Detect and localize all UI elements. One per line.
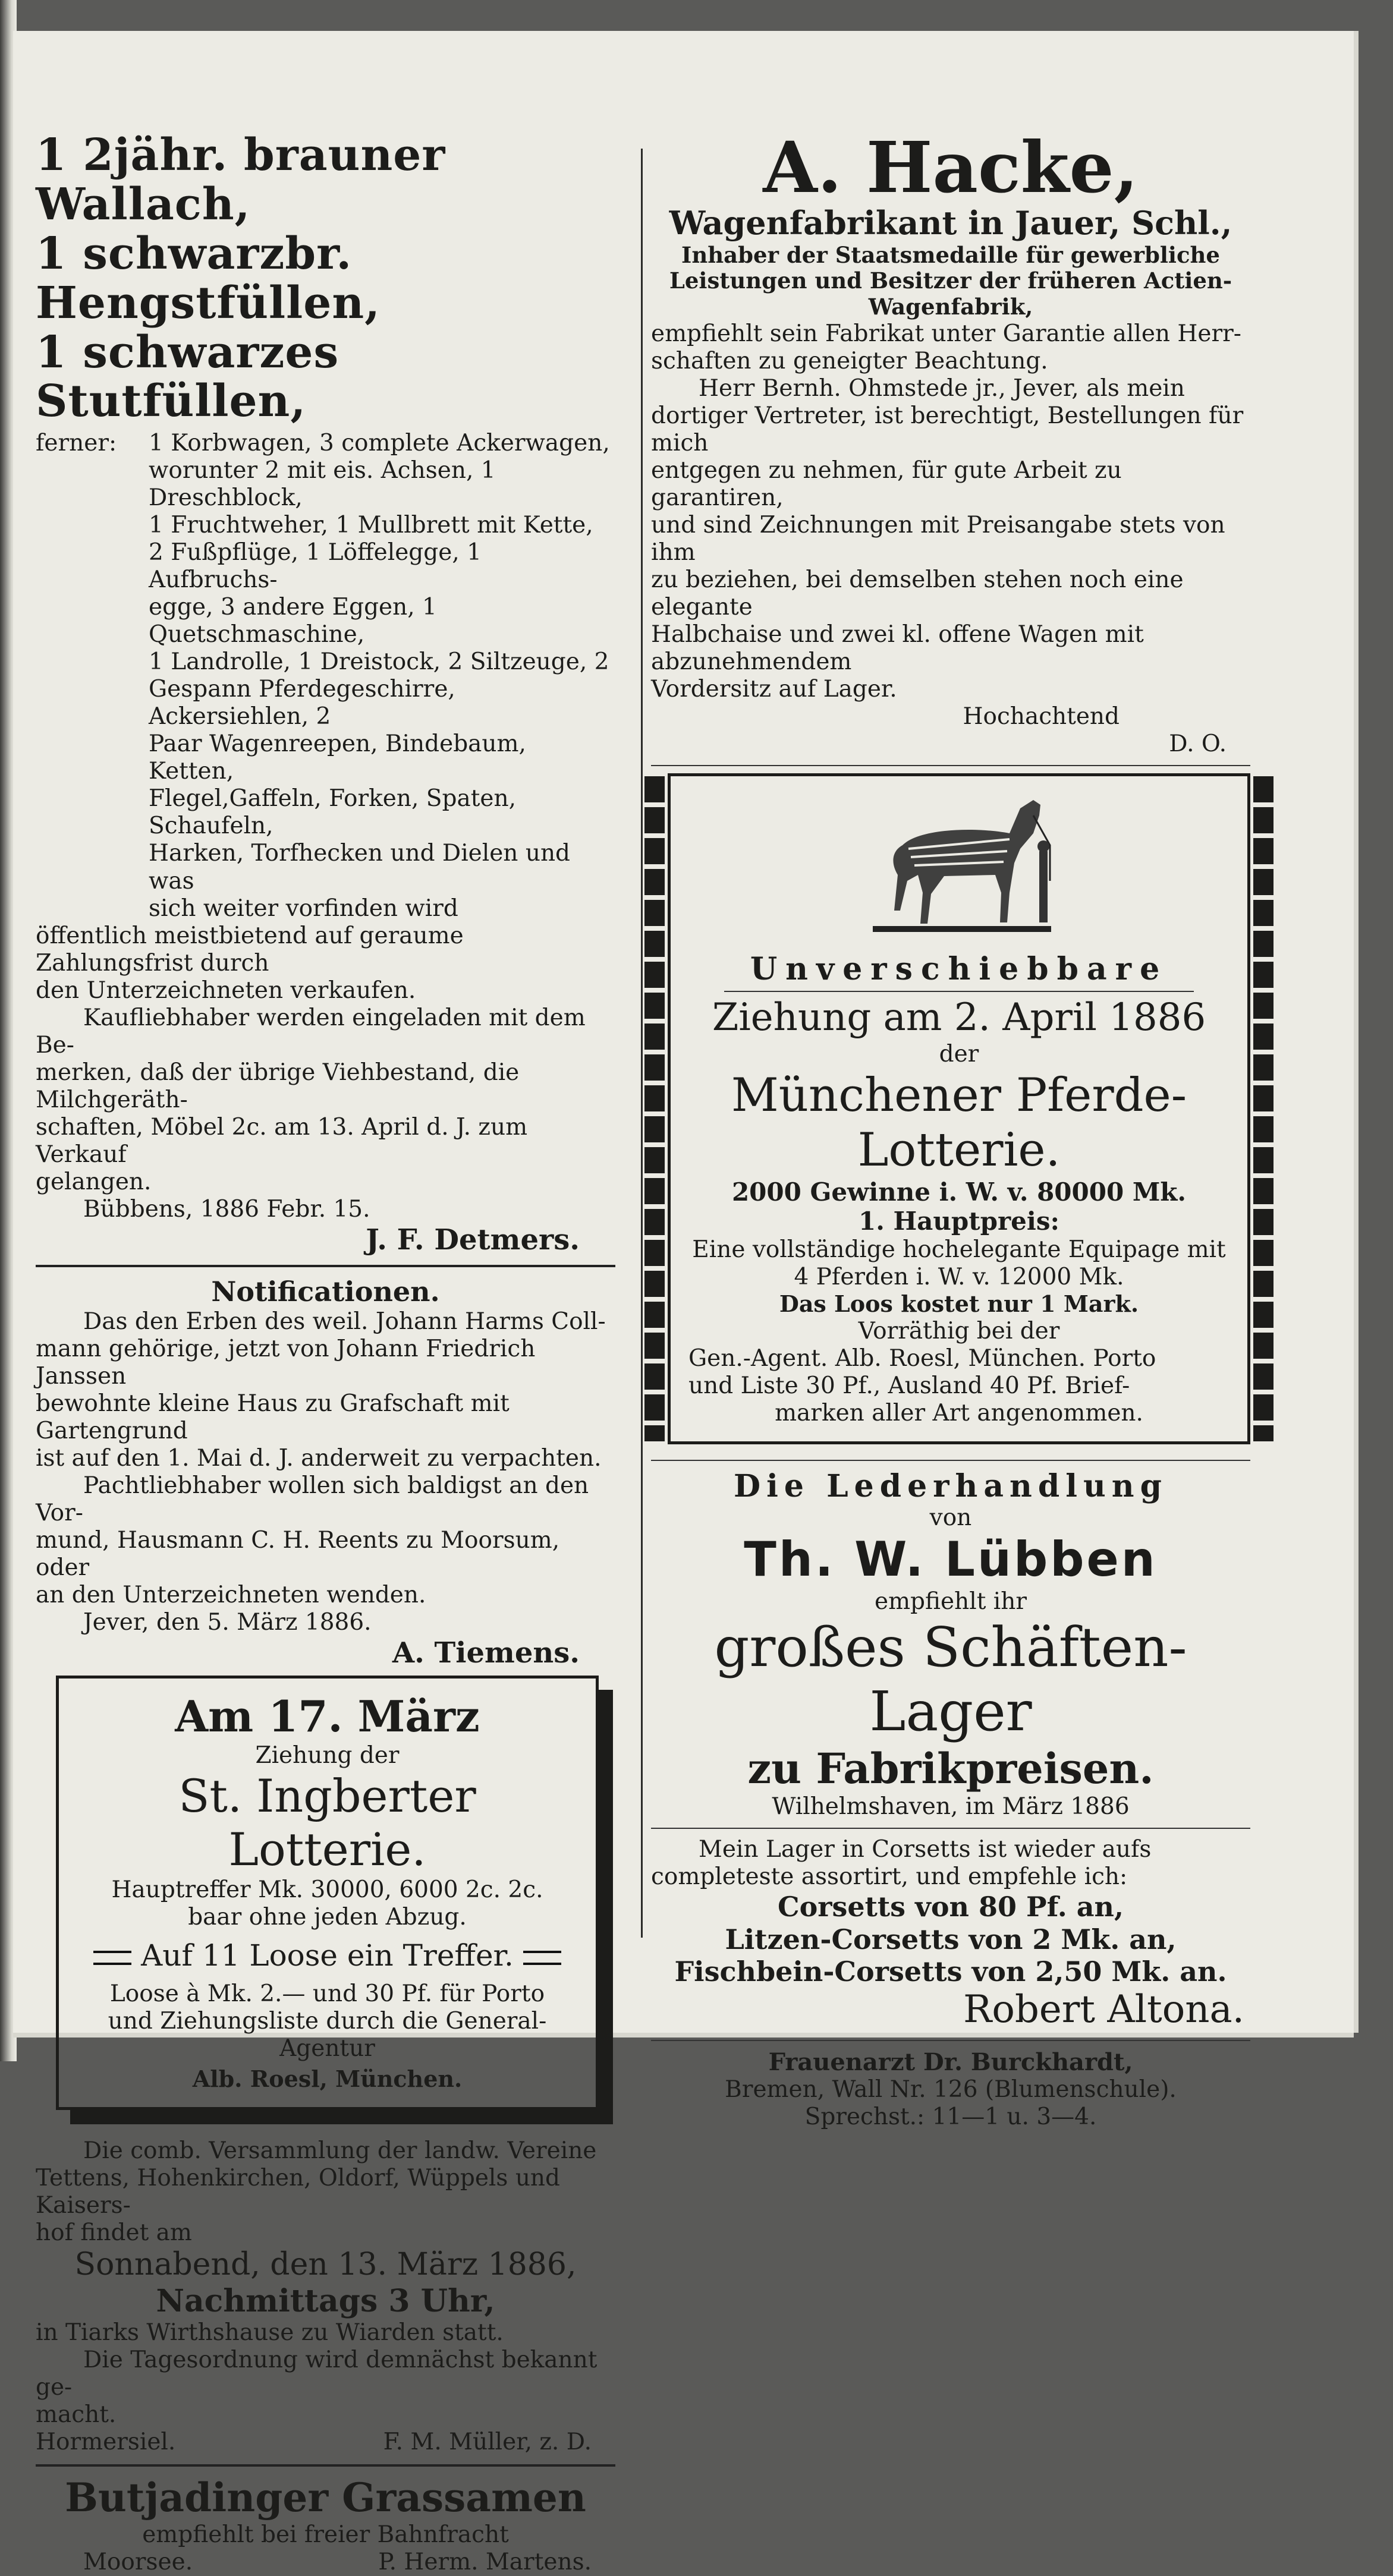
auction-line: 1 Fruchtweher, 1 Mullbrett mit Kette, xyxy=(149,512,593,539)
auction-tail: merken, daß der übrige Viehbestand, die Milchgeräth- xyxy=(36,1059,520,1113)
meeting-line: Tettens, Hohenkirchen, Oldorf, Wüppels und Kaisers- xyxy=(36,2164,561,2219)
corsets-line: completeste assortirt, und empfehle ich: xyxy=(651,1863,1128,1891)
auction-place-date: Bübbens, 1886 Febr. 15. xyxy=(83,1195,370,1223)
corsets-signature: Robert Altona. xyxy=(963,1988,1244,2032)
notification-ad xyxy=(36,1276,615,1670)
auction-line: Gespann Pferdegeschirre, Ackersiehlen, 2 xyxy=(149,676,455,730)
lottery-price: Loose à Mk. 2.— und 30 Pf. für Porto xyxy=(109,1980,545,2007)
corsets-line: Mein Lager in Corsetts ist wieder aufs xyxy=(699,1836,1152,1863)
notification-place-date: Jever, den 5. März 1886. xyxy=(83,1608,372,1636)
auction-title-2: 1 schwarzbr. Hengstfüllen, xyxy=(36,228,381,329)
horse-agent-line: Gen.-Agent. Alb. Roesl, München. Porto xyxy=(688,1344,1156,1372)
auction-line: 2 Fußpflüge, 1 Löffelegge, 1 Aufbruchs- xyxy=(149,539,482,594)
grass-sub: empfiehlt bei freier Bahnfracht xyxy=(142,2521,509,2549)
meeting-location: Hormersiel. xyxy=(36,2429,176,2456)
left-column xyxy=(36,131,615,2576)
hacke-title: Wagenfabrikant in Jauer, Schl., xyxy=(669,203,1232,242)
grass-seed-ad xyxy=(36,2475,615,2576)
hacke-line: und sind Zeichnungen mit Preisangabe stets von ihm xyxy=(651,511,1225,566)
hacke-line: zu beziehen, bei demselben stehen noch eine elegante xyxy=(651,566,1184,621)
lottery-date: Am 17. März xyxy=(175,1691,480,1742)
doctor-line-1: Frauenarzt Dr. Burckhardt, xyxy=(768,2048,1133,2076)
notification-signature: A. Tiemens. xyxy=(392,1636,580,1670)
meeting-line: Die comb. Versammlung der landw. Vereine xyxy=(83,2137,597,2164)
horse-prizes: 2000 Gewinne i. W. v. 80000 Mk. xyxy=(731,1177,1187,1207)
hacke-greeting: Hochachtend xyxy=(963,703,1120,730)
horse-agent-line: marken aller Art angenommen. xyxy=(775,1399,1143,1426)
leather-ad xyxy=(651,1468,1250,1821)
auction-tail: schaften, Möbel 2c. am 13. April d. J. zum Verkauf xyxy=(36,1113,528,1168)
hacke-ad xyxy=(651,126,1250,758)
doctor-line-2: Bremen, Wall Nr. 126 (Blumenschule). xyxy=(725,2076,1177,2103)
notification-line: an den Unterzeichneten wenden. xyxy=(36,1581,426,1608)
divider xyxy=(36,2464,615,2467)
auction-signature: J. F. Detmers. xyxy=(366,1223,580,1256)
horse-agent-line: und Liste 30 Pf., Ausland 40 Pf. Brief- xyxy=(688,1372,1130,1399)
meeting-signature: F. M. Müller, z. D. xyxy=(383,2429,592,2456)
notification-line: Pachtliebhaber wollen sich baldigst an den Vor- xyxy=(36,1472,589,1526)
divider xyxy=(651,1460,1250,1461)
ferner-label: ferner: xyxy=(36,430,117,457)
horse-main-line: 4 Pferden i. W. v. 12000 Mk. xyxy=(794,1263,1124,1290)
meeting-time: Nachmittags 3 Uhr, xyxy=(156,2283,495,2320)
leather-name: Th. W. Lübben xyxy=(744,1532,1158,1588)
horse-price: Das Loos kostet nur 1 Mark. xyxy=(779,1290,1139,1317)
auction-line: 1 Landrolle, 1 Dreistock, 2 Siltzeuge, 2 xyxy=(149,648,609,676)
grass-title: Butjadinger Grassamen xyxy=(65,2474,586,2521)
lottery-agent: Alb. Roesl, München. xyxy=(192,2065,463,2092)
corsets-item-1: Corsetts von 80 Pf. an, xyxy=(777,1891,1124,1923)
auction-tail: den Unterzeichneten verkaufen. xyxy=(36,977,416,1004)
auction-title-3: 1 schwarzes Stutfüllen, xyxy=(36,326,339,427)
grass-signature: P. Herm. Martens. xyxy=(378,2549,592,2576)
hacke-line: Herr Bernh. Ohmstede jr., Jever, als mein xyxy=(699,374,1185,402)
leather-big-2: zu Fabrikpreisen. xyxy=(747,1743,1154,1793)
meeting-ad xyxy=(36,2137,615,2457)
auction-tail: Kaufliebhaber werden eingeladen mit dem Be- xyxy=(36,1004,586,1059)
hacke-bold-line: Inhaber der Staatsmedaille für gewerbliche xyxy=(681,241,1220,268)
equals-bar-icon xyxy=(93,1951,131,1965)
hacke-line: entgegen zu nehmen, für gute Arbeit zu garantiren, xyxy=(651,456,1122,511)
leather-von: von xyxy=(929,1504,972,1532)
hacke-line: empfiehlt sein Fabrikat unter Garantie allen Herr- xyxy=(651,320,1241,347)
divider xyxy=(651,2040,1250,2041)
auction-tail: gelangen. xyxy=(36,1168,152,1195)
horse-der: der xyxy=(939,1040,979,1067)
auction-line: sich weiter vorfinden wird xyxy=(149,895,458,922)
corsets-ad xyxy=(651,1836,1250,2032)
st-ingbert-lottery-box xyxy=(56,1676,599,2109)
notification-line: mann gehörige, jetzt von Johann Friedrich Janssen xyxy=(36,1335,536,1390)
auction-ad xyxy=(36,131,615,1256)
auction-line: Harken, Torfhecken und Dielen und was xyxy=(149,840,571,895)
hacke-name: A. Hacke, xyxy=(763,126,1139,209)
corsets-item-2: Litzen-Corsetts von 2 Mk. an, xyxy=(725,1923,1177,1955)
lottery-prize: Hauptreffer Mk. 30000, 6000 2c. 2c. xyxy=(111,1876,543,1903)
notification-heading: Notificationen. xyxy=(211,1276,440,1308)
doctor-line-3: Sprechst.: 11—1 u. 3—4. xyxy=(804,2103,1097,2130)
horse-illustration-icon xyxy=(861,792,1057,946)
horse-draw: Ziehung am 2. April 1886 xyxy=(712,996,1206,1040)
equals-bar-icon xyxy=(523,1951,561,1965)
divider xyxy=(651,765,1250,766)
hacke-bold-line: Leistungen und Besitzer der früheren Actien- xyxy=(669,267,1232,294)
auction-line: worunter 2 mit eis. Achsen, 1 Dreschblock, xyxy=(149,457,496,512)
auction-line: Flegel,Gaffeln, Forken, Spaten, Schaufeln, xyxy=(149,785,516,840)
hacke-line: dortiger Vertreter, ist berechtigt, Bestellungen für mich xyxy=(651,402,1244,456)
corsets-item-3: Fischbein-Corsetts von 2,50 Mk. an. xyxy=(674,1955,1227,1988)
hacke-line: schaften zu geneigter Beachtung. xyxy=(651,347,1048,374)
horse-heading: Unverschiebbare xyxy=(750,950,1168,987)
notification-line: mund, Hausmann C. H. Reents zu Moorsum, oder xyxy=(36,1526,560,1581)
right-column xyxy=(651,126,1250,2131)
leather-heading: Die Lederhandlung xyxy=(734,1467,1168,1504)
hacke-line: Vordersitz auf Lager. xyxy=(651,675,897,703)
leather-big-1: großes Schäften-Lager xyxy=(714,1615,1187,1744)
doctor-ad xyxy=(651,2048,1250,2131)
leather-recommends: empfiehlt ihr xyxy=(874,1588,1027,1615)
lottery-sub: Ziehung der xyxy=(255,1742,400,1769)
lottery-prize-2: baar ohne jeden Abzug. xyxy=(188,1903,467,1931)
auction-line: Paar Wagenreepen, Bindebaum, Ketten, xyxy=(149,730,526,785)
hacke-initials: D. O. xyxy=(1169,730,1227,757)
horse-main-line: Eine vollständige hochelegante Equipage mit xyxy=(692,1236,1226,1263)
lottery-name: St. Ingberter Lotterie. xyxy=(178,1769,476,1876)
auction-title-1: 1 2jähr. brauner Wallach, xyxy=(36,130,446,230)
notification-line: bewohnte kleine Haus zu Grafschaft mit Gartengrund xyxy=(36,1390,510,1444)
horse-stock: Vorräthig bei der xyxy=(858,1317,1060,1344)
meeting-date: Sonnabend, den 13. März 1886, xyxy=(74,2246,577,2282)
munich-horse-lottery-box xyxy=(668,773,1250,1444)
checkered-border-right xyxy=(1253,776,1273,1441)
notification-line: Das den Erben des weil. Johann Harms Coll- xyxy=(83,1308,606,1335)
checkered-border-left xyxy=(644,776,665,1441)
grass-place: Moorsee. xyxy=(83,2549,193,2576)
auction-line: 1 Korbwagen, 3 complete Ackerwagen, xyxy=(149,430,610,457)
lottery-odds: Auf 11 Loose ein Treffer. xyxy=(141,1938,514,1973)
meeting-line: hof findet am xyxy=(36,2219,192,2246)
auction-tail: öffentlich meistbietend auf geraume Zahlungsfrist durch xyxy=(36,922,464,977)
horse-lottery-name: Münchener Pferde-Lotterie. xyxy=(731,1068,1187,1177)
auction-line: egge, 3 andere Eggen, 1 Quetschmaschine, xyxy=(149,594,437,648)
lottery-price: und Ziehungsliste durch die General-Agentur xyxy=(108,2007,547,2062)
column-divider xyxy=(641,149,643,1938)
hacke-bold-line: Wagenfabrik, xyxy=(868,293,1033,320)
meeting-place: in Tiarks Wirthshause zu Wiarden statt. xyxy=(36,2319,504,2347)
divider xyxy=(36,1265,615,1267)
divider xyxy=(651,1828,1250,1829)
horse-main-label: 1. Hauptpreis: xyxy=(859,1207,1059,1236)
meeting-place: Die Tagesordnung wird demnächst bekannt ge- xyxy=(36,2347,598,2401)
meeting-place: macht. xyxy=(36,2401,117,2429)
notification-line: ist auf den 1. Mai d. J. anderweit zu verpachten. xyxy=(36,1444,602,1472)
leather-place-date: Wilhelmshaven, im März 1886 xyxy=(772,1793,1130,1821)
hacke-line: Halbchaise und zwei kl. offene Wagen mit abzunehmendem xyxy=(651,621,1144,675)
